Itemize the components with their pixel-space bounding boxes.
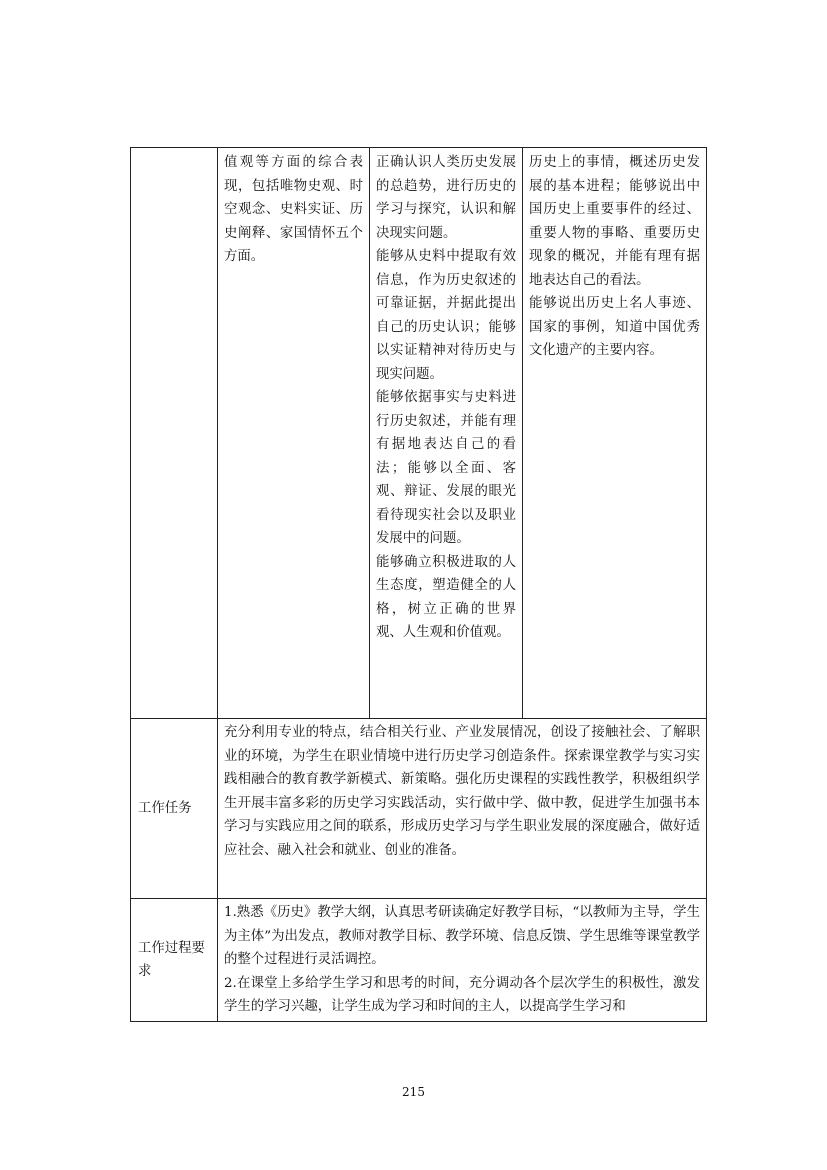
- work-task-text: 充分利用专业的特点，结合相关行业、产业发展情况，创设了接触社会、了解职业的环境，为学生在职业情境中进行历史学习创造条件。探索课堂教学与实习实践相融合的教育教学新模式、新策略。强化历史课程的实践性教学，积极组织学生开展丰富多彩的历史学习实践活动，实行做中学、做中教，促进学生加强书本学习与实践应用之间的联系，形成历史学习与学生职业发展的深度融合，做好适应社会、融入社会和就业、创业的准备。: [224, 725, 700, 858]
- goal-paragraph: 能够从史料中提取有效信息，作为历史叙述的可靠证据，并据此提出自己的历史认识；能够以实证精神对待历史与现实问题。: [376, 249, 516, 382]
- core-literacy-cell: [218, 148, 370, 719]
- requirement-paragraph: 能够说出历史上名人事迹、国家的事例，知道中国优秀文化遗产的主要内容。: [529, 296, 700, 358]
- table-row-work-task: [131, 719, 707, 899]
- table-row-objectives: [131, 148, 707, 719]
- work-process-cell: [218, 899, 707, 1022]
- table-row-work-process: [131, 899, 707, 1022]
- page-number: 215: [402, 1085, 425, 1099]
- content-table: [130, 147, 707, 1022]
- work-task-label: 工作任务: [131, 719, 218, 899]
- goal-cell: [370, 148, 523, 719]
- requirement-paragraph: 历史上的事情，概述历史发展的基本进程；能够说出中国历史上重要事件的经过、重要人物的事略、重要历史现象的概况，并能有理有据地表达自己的看法。: [529, 155, 700, 288]
- goal-paragraph: 能够依据事实与史料进行历史叙述，并能有理有据地表达自己的看法；能够以全面、客观、辩证、发展的眼光看待现实社会以及职业发展中的问题。: [376, 390, 516, 546]
- row-label-empty: [131, 148, 218, 719]
- core-literacy-text: 值观等方面的综合表现，包括唯物史观、时空观念、史料实证、历史阐释、家国情怀五个方面。: [224, 155, 363, 264]
- work-process-label: 工作过程要求: [131, 899, 218, 1022]
- goal-paragraph: 能够确立积极进取的人生态度，塑造健全的人格，树立正确的世界观、人生观和价值观。: [376, 554, 516, 640]
- requirement-cell: [523, 148, 707, 719]
- work-task-cell: [218, 719, 707, 899]
- process-item: 2.在课堂上多给学生学习和思考的时间，充分调动各个层次学生的积极性，激发学生的学习兴趣，让学生成为学习和时间的主人，以提高学生学习和: [224, 975, 700, 1014]
- goal-paragraph: 正确认识人类历史发展的总趋势，进行历史的学习与探究，认识和解决现实问题。: [376, 155, 516, 241]
- process-item: 1.熟悉《历史》教学大纲，认真思考研读确定好教学目标，“以教师为主导，学生为主体”为出发点，教师对教学目标、教学环境、信息反馈、学生思维等课堂教学的整个过程进行灵活调控。: [224, 905, 700, 967]
